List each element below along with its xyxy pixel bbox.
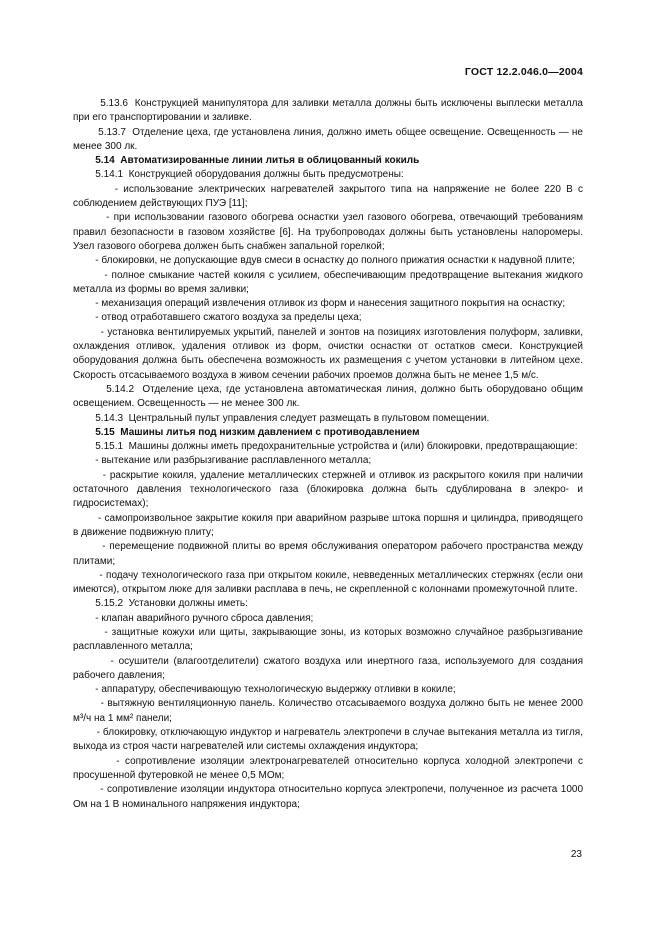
section-heading: 5.15 Машины литья под низким давлением с противодавлением (73, 426, 420, 438)
standard-header: ГОСТ 12.2.046.0—2004 (464, 66, 583, 78)
paragraph: - полное смыкание частей кокиля с усилием, обеспечивающим предотвращение вытекания жидкого металла из формы во время заливки; (73, 269, 586, 295)
paragraph: 5.14.3 Центральный пульт управления следует размещать в пультовом помещении. (73, 412, 490, 424)
paragraph: - осушители (влагоотделители) сжатого воздуха или инертного газа, используемого для создания рабочего давления; (73, 655, 586, 681)
paragraph: 5.14.2 Отделение цеха, где установлена автоматическая линия, должно быть оборудовано общим освещением. Освещенность — не менее 300 лк. (73, 383, 586, 410)
paragraph: - сопротивление изоляции электронагревателей относительно корпуса холодной электропечи с просушенной футеровкой не менее 0,5 МОм; (73, 755, 586, 781)
paragraph: 5.15.1 Машины должны иметь предохранительные устройства и (или) блокировки, предотвращающие: (73, 441, 578, 453)
paragraph: - блокировку, отключающую индуктор и нагреватель электропечи в случае вытекания металла из тигля, выхода из строя части нагревателей или системы охлаждения индуктора; (73, 727, 586, 753)
paragraph: - использование электрических нагревателей закрытого типа на напряжение не более 220 В с соблюдением действующих ПУЭ [11]; (73, 183, 586, 210)
paragraph: - блокировки, не допускающие вдув смеси в оснастку до полного прижатия оснастки к надувной плите; (73, 255, 575, 267)
paragraph: - защитные кожухи или щиты, закрывающие зоны, из которых возможно случайное разбрызгивание расплавленного металла; (73, 626, 586, 653)
paragraph: - механизация операций извлечения отливок из форм и нанесения защитного покрытия на оснастку; (73, 298, 566, 310)
paragraph: - установка вентилируемых укрытий, панелей и зонтов на позициях изготовления полуформ, заливки, охлаждения отливок, удаления отливок из форм, очистки оснастки от остатков смеси. Конструкцией оборудования должна быть обеспечена возможность их размещения с учетом установки в литейном цехе. Скорость отсасываемого воздуха в живом сечении рабочих проемов должна быть не менее 1,5 м/с. (73, 326, 586, 381)
paragraph: - подачу технологического газа при открытом кокиле, невведенных металлических стержнях (если они имеются), открытом люке для заливки расплава в печь, не скрепленной с колоннами промежуточной плите. (73, 569, 586, 596)
paragraph: 5.13.7 Отделение цеха, где установлена линия, должно иметь общее освещение. Освещенность — не менее 300 лк. (73, 126, 586, 152)
page-number: 23 (570, 849, 582, 860)
paragraph: - перемещение подвижной плиты во время обслуживания оператором рабочего пространства между плитами; (73, 541, 586, 567)
paragraph: - вытяжную вентиляционную панель. Количество отсасываемого воздуха должно быть не менее 2000 м³/ч на 1 мм² панели; (73, 698, 586, 724)
section-heading: 5.14 Автоматизированные линии литья в облицованный кокиль (73, 155, 420, 167)
paragraph: - вытекание или разбрызгивание расплавленного металла; (73, 455, 372, 467)
paragraph: - при использовании газового обогрева оснастки узел газового обогрева, отвечающий требованиям правил безопасности в газовом хозяйстве [6]. На трубопроводах должны быть установлены напоромеры. Узел газового обогрева должен быть снабжен запальной горелкой; (73, 212, 586, 252)
paragraph: - самопроизвольное закрытие кокиля при аварийном разрыве штока поршня и цилиндра, приводящего в движение подвижную плиту; (73, 512, 586, 538)
paragraph: 5.15.2 Установки должны иметь: (73, 598, 248, 610)
paragraph: - сопротивление изоляции индуктора относительно корпуса электропечи, полученное из расчета 1000 Ом на 1 В номинального напряжения индуктора; (73, 784, 586, 810)
paragraph: - отвод отработавшего сжатого воздуха за пределы цеха; (73, 312, 362, 324)
paragraph: - раскрытие кокиля, удаление металлических стержней и отливок из раскрытого кокиля при наличии остаточного давления технологического газа (блокировка должна быть сдублирована в элекро- и гидросистемах); (73, 469, 586, 510)
paragraph: 5.14.1 Конструкцией оборудования должны быть предусмотрены: (73, 169, 404, 181)
paragraph: 5.13.6 Конструкцией манипулятора для заливки металла должны быть исключены выплески металла при его транспортировании и заливке. (73, 98, 586, 124)
document-body (73, 97, 586, 812)
paragraph: - клапан аварийного ручного сброса давления; (73, 612, 314, 624)
paragraph: - аппаратуру, обеспечивающую технологическую выдержку отливки в кокиле; (73, 684, 456, 696)
